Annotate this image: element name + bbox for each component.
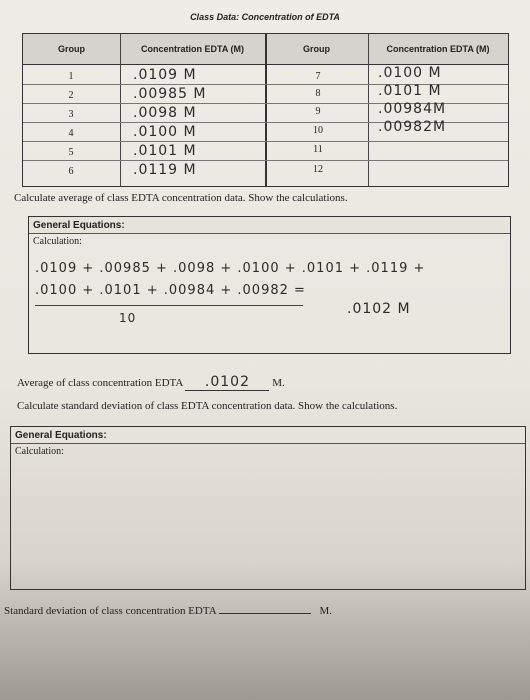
group-number: 12	[313, 164, 323, 175]
sd-label: Standard deviation of class concentration EDTA	[4, 605, 217, 617]
column-divider	[120, 34, 121, 186]
sd-unit: M.	[319, 605, 333, 617]
group-number: 5	[68, 147, 74, 158]
average-label: Average of class concentration EDTA	[17, 377, 183, 389]
class-data-table	[22, 33, 509, 187]
group-number: 3	[68, 109, 74, 120]
average-instruction: Calculate average of class EDTA concentration data. Show the calculations.	[14, 192, 348, 204]
average-result: .0102 M	[347, 301, 411, 317]
group-number: 11	[313, 144, 323, 155]
header-concentration-left: Concentration EDTA (M)	[120, 34, 265, 65]
average-calculation-box	[28, 216, 511, 354]
calculation-label: Calculation:	[15, 446, 64, 457]
sum-line-1: .0109 + .00985 + .0098 + .0100 + .0101 + .0119 +	[35, 261, 426, 276]
general-equations-heading: General Equations:	[11, 427, 525, 444]
concentration-value: .0100 M	[133, 124, 197, 140]
group-number: 8	[315, 88, 321, 99]
concentration-value: .0100 M	[378, 65, 442, 81]
average-unit: M.	[272, 377, 285, 389]
group-number: 10	[313, 125, 323, 136]
group-number: 7	[315, 71, 321, 82]
sd-answer-line	[4, 602, 332, 617]
average-answer-line	[17, 374, 285, 391]
concentration-value: .0098 M	[133, 105, 197, 121]
general-equations-heading: General Equations:	[29, 217, 510, 234]
denominator: 10	[119, 311, 137, 325]
group-number: 4	[68, 128, 74, 139]
concentration-value: .00982M	[378, 119, 447, 135]
sum-line-2: .0100 + .0101 + .00984 + .00982 =	[35, 283, 306, 298]
concentration-value: .0101 M	[133, 143, 197, 159]
group-number: 9	[315, 106, 321, 117]
concentration-value: .00984M	[378, 101, 447, 117]
concentration-value: .0101 M	[378, 83, 442, 99]
average-answer-field[interactable]: .0102	[185, 374, 269, 391]
page-title: Class Data: Concentration of EDTA	[190, 12, 340, 22]
concentration-value: .0119 M	[133, 162, 197, 178]
fraction-bar	[35, 305, 303, 306]
row-divider	[23, 160, 508, 161]
header-concentration-right: Concentration EDTA (M)	[368, 34, 508, 65]
header-group-right: Group	[265, 34, 368, 65]
group-number: 6	[68, 166, 74, 177]
group-number: 2	[68, 90, 74, 101]
calculation-label: Calculation:	[33, 236, 82, 247]
row-divider	[23, 141, 508, 142]
header-group-left: Group	[23, 34, 120, 65]
sd-calculation-box	[10, 426, 526, 590]
concentration-value: .00985 M	[133, 86, 207, 102]
sd-answer-field[interactable]	[219, 602, 311, 614]
sd-instruction: Calculate standard deviation of class EDTA concentration data. Show the calculations.	[17, 400, 398, 412]
concentration-value: .0109 M	[133, 67, 197, 83]
group-number: 1	[68, 71, 74, 82]
column-divider	[265, 34, 267, 186]
column-divider	[368, 34, 369, 186]
